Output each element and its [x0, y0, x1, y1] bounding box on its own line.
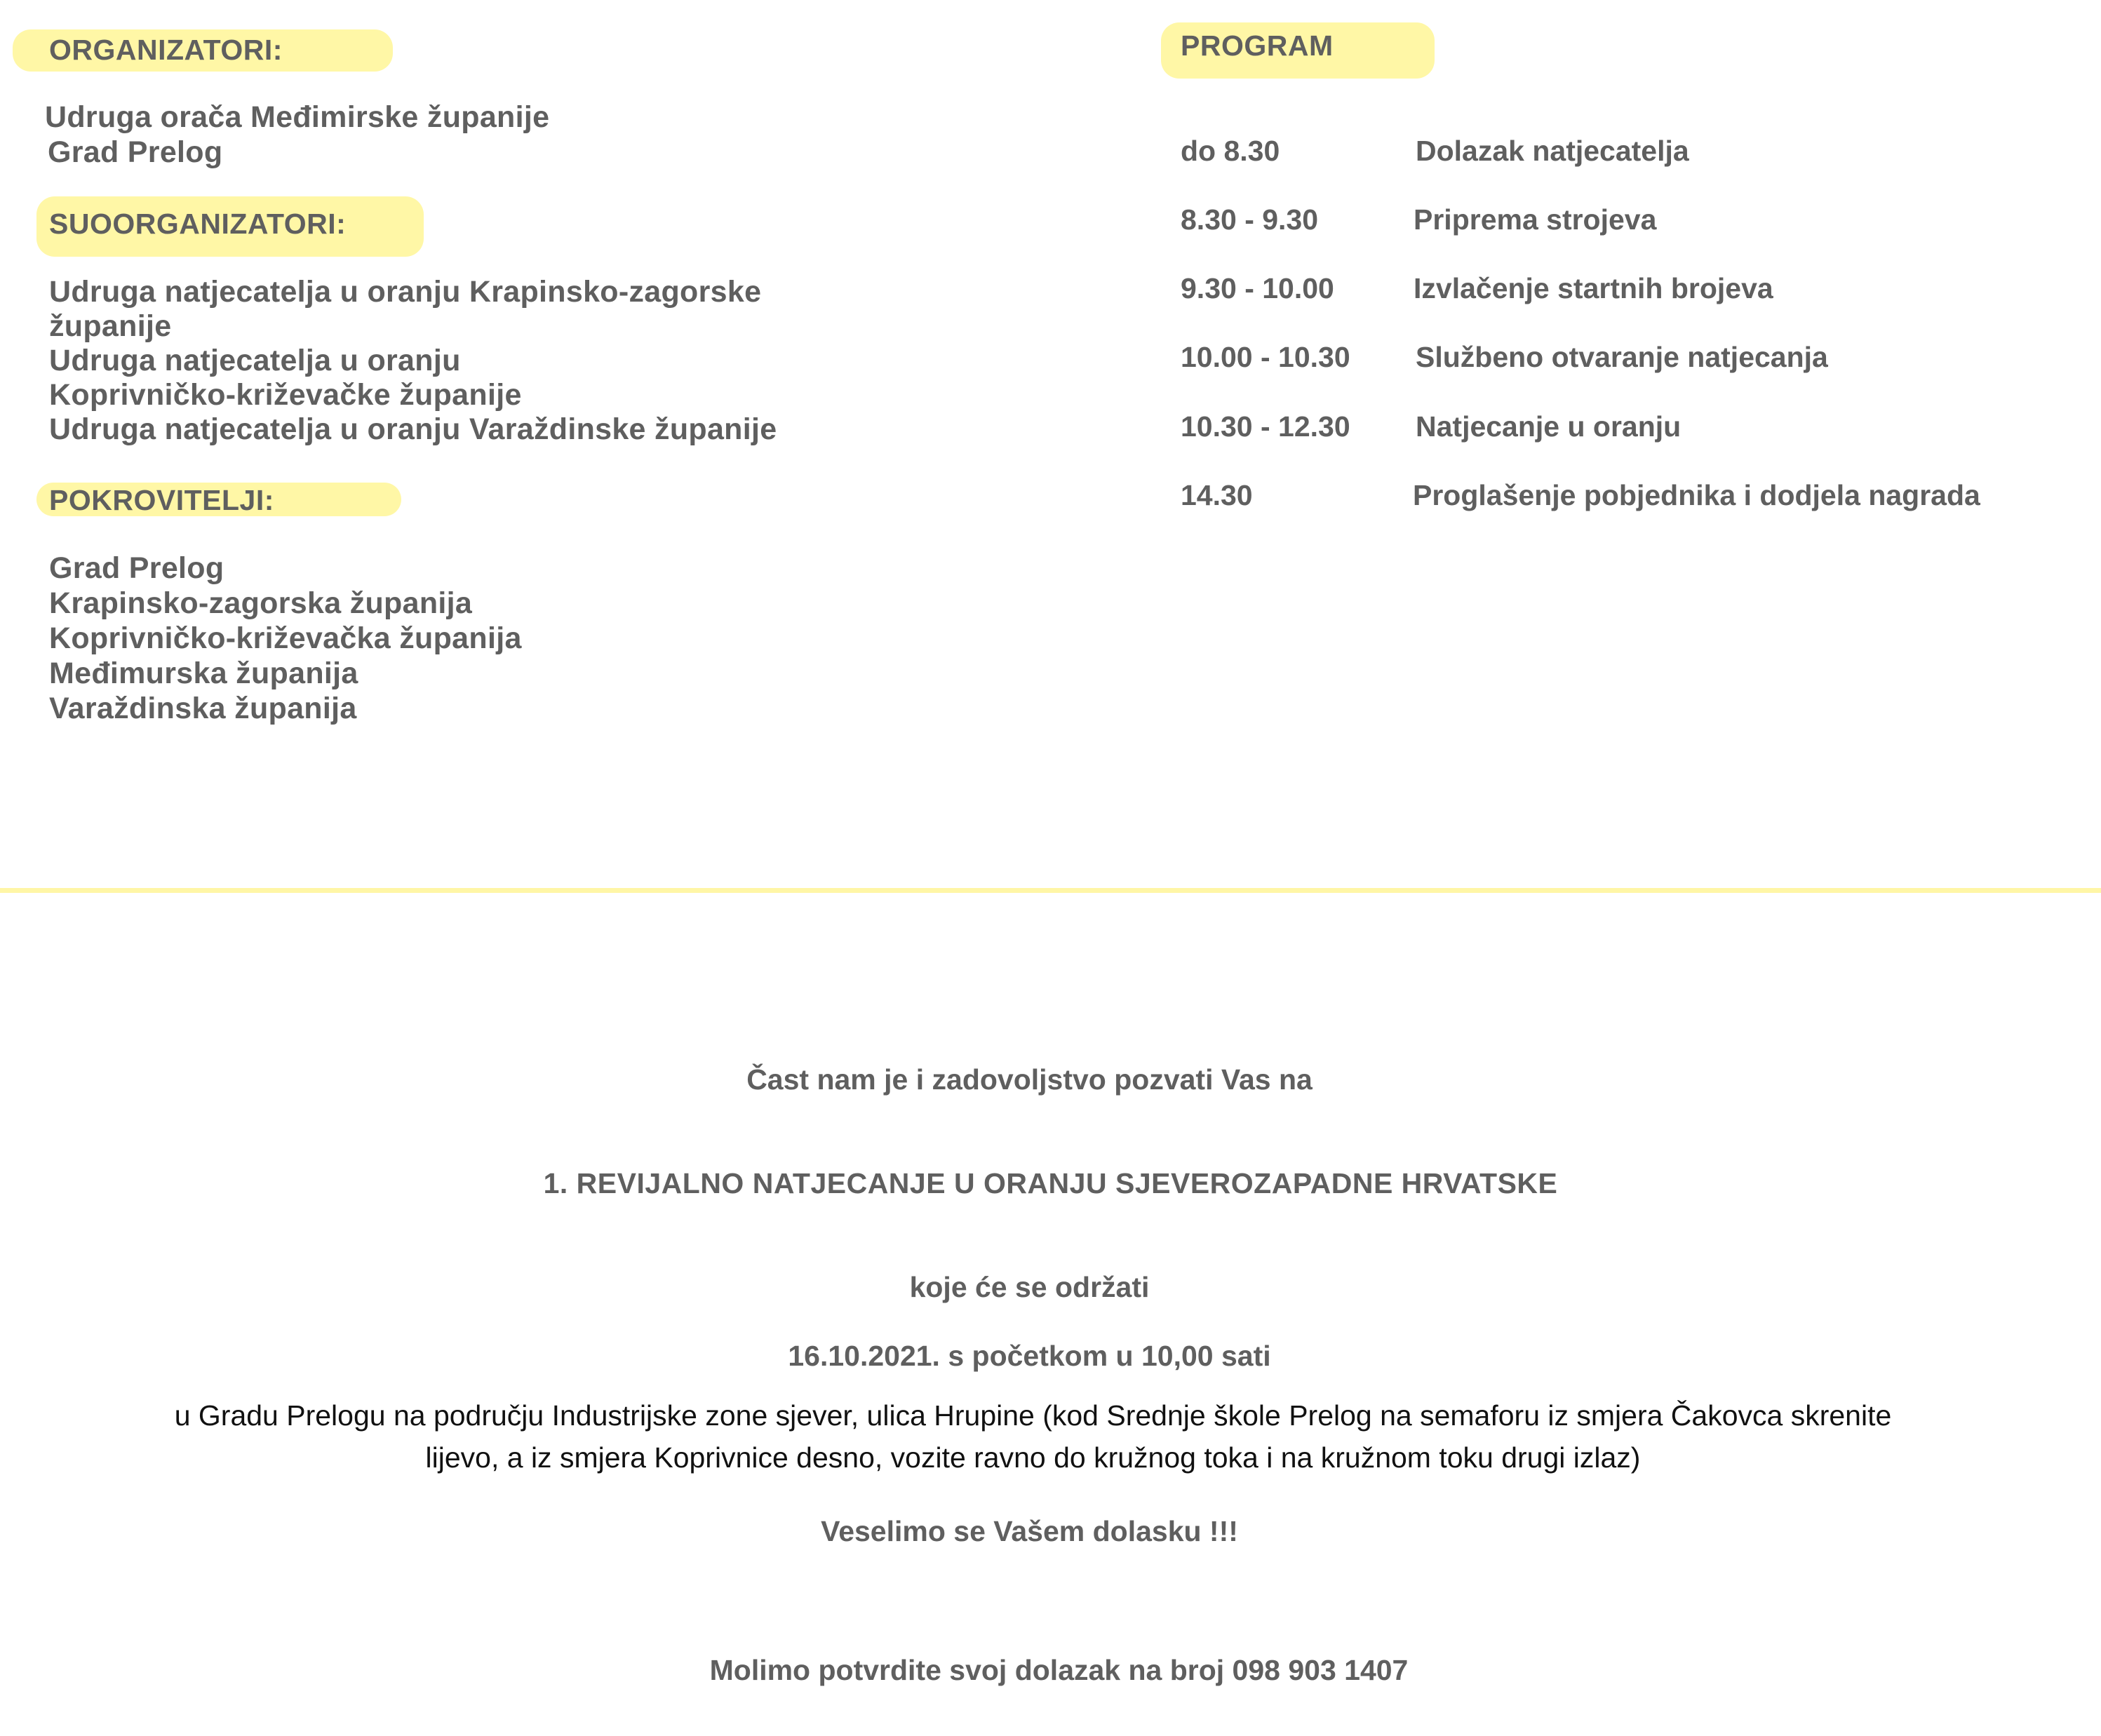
program-time: 10.30 - 12.30 [1181, 410, 1350, 443]
sponsors-heading: POKROVITELJI: [49, 484, 274, 516]
event-title: 1. REVIJALNO NATJECANJE U ORANJU SJEVEROZAPADNE HRVATSKE [543, 1167, 1558, 1199]
list-item: Krapinsko-zagorska županija [49, 586, 473, 620]
list-item: Grad Prelog [49, 551, 224, 585]
sponsors-list [49, 551, 522, 726]
list-item: Udruga orača Međimirske županije [45, 100, 550, 134]
invitation-intro: Čast nam je i zadovoljstvo pozvati Vas na [746, 1063, 1313, 1096]
list-item: Udruga natjecatelja u oranju [49, 344, 461, 377]
program-time: 14.30 [1181, 479, 1253, 511]
program-time: do 8.30 [1181, 135, 1280, 167]
program-heading: PROGRAM [1181, 29, 1334, 62]
list-item: Grad Prelog [48, 135, 223, 169]
organizers-heading: ORGANIZATORI: [49, 34, 283, 66]
list-item: županije [49, 309, 172, 343]
list-item: Međimurska županija [49, 657, 358, 690]
rsvp-text: Molimo potvrdite svoj dolazak na broj 098 903 1407 [709, 1654, 1409, 1686]
program-activity: Dolazak natjecatelja [1416, 135, 1689, 167]
program-activity: Izvlačenje startnih brojeva [1414, 272, 1773, 304]
event-date: 16.10.2021. s početkom u 10,00 sati [788, 1340, 1271, 1372]
program-time: 8.30 - 9.30 [1181, 203, 1319, 236]
section-divider [0, 888, 2101, 893]
will-be-held-text: koje će se održati [909, 1271, 1150, 1303]
organizers-list [45, 100, 549, 170]
co-organizers-heading: SUOORGANIZATORI: [49, 208, 347, 240]
list-item: Koprivničko-križevačke županije [49, 378, 522, 412]
co-organizers-list [49, 274, 777, 447]
list-item: Udruga natjecatelja u oranju Varaždinske županije [49, 412, 777, 446]
list-item: Varaždinska županija [49, 692, 357, 725]
location-line: u Gradu Prelogu na području Industrijske zone sjever, ulica Hrupine (kod Srednje škole Prelog na semaforu iz smjera Čakovca skrenite [174, 1399, 1892, 1432]
event-location [0, 1394, 2101, 1479]
closing-text: Veselimo se Vašem dolasku !!! [821, 1515, 1238, 1547]
list-item: Koprivničko-križevačka županija [49, 621, 522, 655]
location-line: lijevo, a iz smjera Koprivnice desno, vozite ravno do kružnog toka i na kružnom toku drugi izlaz) [425, 1441, 1641, 1474]
program-activity: Priprema strojeva [1414, 203, 1657, 236]
program-activity: Natjecanje u oranju [1416, 410, 1682, 443]
program-activity: Službeno otvaranje natjecanja [1416, 341, 1828, 373]
program-activity: Proglašenje pobjednika i dodjela nagrada [1413, 479, 1980, 511]
program-time: 9.30 - 10.00 [1181, 272, 1334, 304]
program-time: 10.00 - 10.30 [1181, 341, 1350, 373]
list-item: Udruga natjecatelja u oranju Krapinsko-zagorske [49, 275, 762, 309]
